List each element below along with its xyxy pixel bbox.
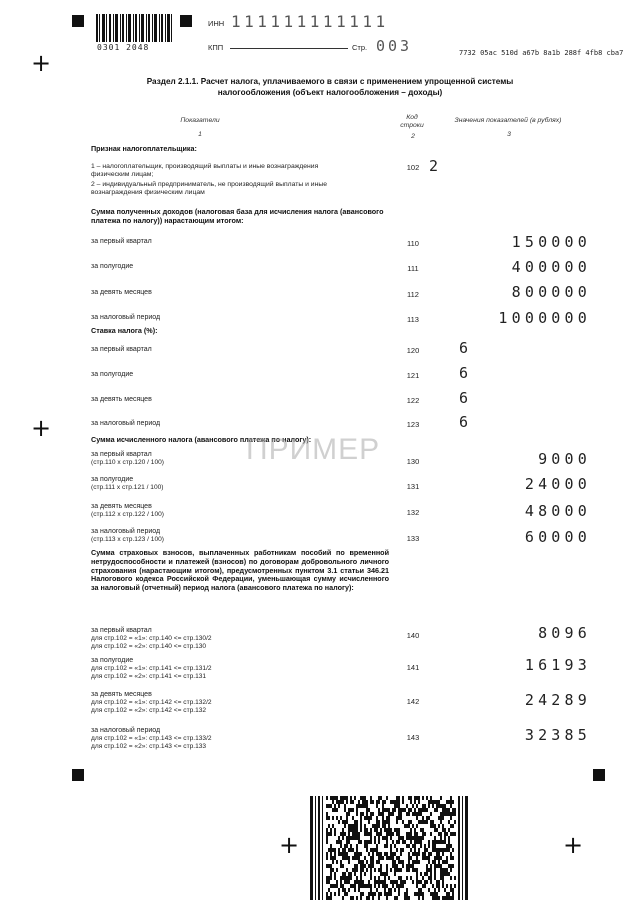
document-hash: 7732 05ac 510d a67b 8a1b 288f 4fb8 cba7 bbox=[459, 49, 624, 57]
rate-title: Ставка налога (%): bbox=[91, 326, 158, 335]
line-code: 141 bbox=[406, 663, 420, 672]
row-label-main: за девять месяцев bbox=[91, 503, 152, 510]
row-label-condition: для стр.102 = «1»: стр.143 <= стр.133/2 bbox=[91, 735, 212, 742]
corner-marker bbox=[180, 15, 192, 27]
row-label-formula: (стр.113 х стр.123 / 100) bbox=[91, 536, 164, 543]
row-label bbox=[91, 528, 164, 544]
taxpayer-option-2: 2 – индивидуальный предприниматель, не производящий выплаты и иные вознаграждения физическим лицам bbox=[91, 181, 328, 196]
row-label-formula: (стр.111 х стр.121 / 100) bbox=[91, 484, 164, 491]
line-code: 131 bbox=[406, 482, 420, 491]
computed-value: 60000 bbox=[524, 528, 591, 546]
watermark: ПРИМЕР bbox=[246, 433, 381, 466]
page-number: 003 bbox=[376, 37, 413, 55]
barcode bbox=[96, 14, 172, 42]
row-label-formula: (стр.110 х стр.120 / 100) bbox=[91, 459, 164, 466]
line-code: 111 bbox=[407, 264, 419, 273]
row-label: за полугодие bbox=[91, 371, 134, 378]
computed-value: 48000 bbox=[524, 502, 591, 520]
corner-marker bbox=[72, 769, 84, 781]
registration-mark: + bbox=[563, 831, 584, 859]
insurance-title: Сумма страховых взносов, выплаченных работникам пособий по временной нетрудоспособности и платежей (взносов) по договорам добровольного личного страхования (нарастающим итогом), предусмотренных пунктом 3.1 статьи 346.21 Налогового кодекса Российской Федерации, уменьшающая сумму исчисленного за налоговый (отчетный) период налога (авансового платежа по налогу): bbox=[91, 548, 389, 593]
income-value: 800000 bbox=[511, 283, 591, 301]
row-label: за полугодие bbox=[91, 263, 134, 270]
row-label-condition: для стр.102 = «1»: стр.140 <= стр.130/2 bbox=[91, 635, 212, 642]
row-label bbox=[91, 657, 212, 681]
insurance-value: 8096 bbox=[538, 624, 591, 642]
row-label-condition: для стр.102 = «2»: стр.143 <= стр.133 bbox=[91, 743, 207, 750]
row-label bbox=[91, 627, 212, 651]
insurance-value: 32385 bbox=[524, 726, 591, 744]
row-label-main: за первый квартал bbox=[91, 627, 152, 634]
kpp-label: КПП bbox=[208, 43, 224, 52]
row-label bbox=[91, 691, 212, 715]
line-code: 121 bbox=[406, 371, 420, 380]
page-label: Стр. bbox=[352, 43, 368, 52]
line-code: 123 bbox=[406, 420, 420, 429]
row-label bbox=[91, 451, 164, 467]
registration-mark: + bbox=[31, 414, 52, 442]
line-code: 122 bbox=[406, 396, 420, 405]
row-label-main: за полугодие bbox=[91, 657, 134, 664]
line-code: 140 bbox=[406, 631, 420, 640]
section-title bbox=[90, 76, 570, 98]
corner-marker bbox=[72, 15, 84, 27]
row-label-main: за полугодие bbox=[91, 476, 134, 483]
taxpayer-sign-title: Признак налогоплательщика: bbox=[91, 144, 197, 153]
column-header-values: Значения показателей (в рублях) bbox=[454, 117, 562, 124]
line-code: 102 bbox=[406, 163, 420, 172]
income-value: 400000 bbox=[511, 258, 591, 276]
line-code: 132 bbox=[406, 508, 420, 517]
row-label-condition: для стр.102 = «1»: стр.142 <= стр.132/2 bbox=[91, 699, 212, 706]
row-label-main: за налоговый период bbox=[91, 727, 161, 734]
column-number: 2 bbox=[411, 133, 415, 140]
row-label: за девять месяцев bbox=[91, 396, 152, 403]
rate-value: 6 bbox=[459, 339, 469, 357]
registration-mark: + bbox=[279, 831, 300, 859]
row-label-formula: (стр.112 х стр.122 / 100) bbox=[91, 511, 164, 518]
row-label-main: за налоговый период bbox=[91, 528, 161, 535]
line-code: 113 bbox=[407, 315, 419, 324]
taxpayer-option-1: 1 – налогоплательщик, производящий выплаты и иные вознаграждения физическим лицам; bbox=[91, 163, 319, 178]
barcode-number: 0301 2048 bbox=[97, 43, 150, 52]
line-code: 120 bbox=[406, 346, 420, 355]
row-label: за первый квартал bbox=[91, 238, 152, 245]
registration-mark: + bbox=[31, 49, 52, 77]
column-header-indicators: Показатели bbox=[180, 117, 220, 124]
line-code: 133 bbox=[406, 534, 420, 543]
column-number: 3 bbox=[507, 131, 511, 138]
row-label-main: за первый квартал bbox=[91, 451, 152, 458]
row-label: за налоговый период bbox=[91, 420, 161, 427]
income-title: Сумма полученных доходов (налоговая база для исчисления налога (авансового платежа по налогу)) нарастающим итогом: bbox=[91, 207, 384, 225]
computed-value: 9000 bbox=[538, 450, 591, 468]
row-label: за первый квартал bbox=[91, 346, 152, 353]
corner-marker bbox=[593, 769, 605, 781]
row-label bbox=[91, 476, 164, 492]
section-title-line: налогообложения (объект налогообложения – доходы) bbox=[217, 88, 443, 97]
line-code: 142 bbox=[406, 697, 420, 706]
income-value: 150000 bbox=[511, 233, 591, 251]
2d-barcode bbox=[310, 796, 468, 900]
line-code: 110 bbox=[407, 239, 419, 248]
line-code: 130 bbox=[406, 457, 420, 466]
row-label: за налоговый период bbox=[91, 314, 161, 321]
rate-value: 6 bbox=[459, 389, 469, 407]
row-label-condition: для стр.102 = «2»: стр.141 <= стр.131 bbox=[91, 673, 207, 680]
row-label-main: за девять месяцев bbox=[91, 691, 152, 698]
rate-value: 6 bbox=[459, 413, 469, 431]
line-code: 112 bbox=[407, 290, 419, 299]
taxpayer-sign-value: 2 bbox=[429, 157, 439, 175]
row-label bbox=[91, 503, 164, 519]
rate-value: 6 bbox=[459, 364, 469, 382]
insurance-value: 16193 bbox=[524, 656, 591, 674]
line-code: 143 bbox=[406, 733, 420, 742]
inn-label: ИНН bbox=[208, 19, 225, 28]
row-label-condition: для стр.102 = «2»: стр.140 <= стр.130 bbox=[91, 643, 207, 650]
column-header-code: Код строки bbox=[400, 114, 424, 129]
computed-value: 24000 bbox=[524, 475, 591, 493]
computed-title: Сумма исчисленного налога (авансового платежа по налогу): bbox=[91, 435, 312, 444]
inn-value: 111111111111 bbox=[231, 12, 389, 31]
section-title-line: Раздел 2.1.1. Расчет налога, уплачиваемого в связи с применением упрощенной системы bbox=[146, 77, 514, 86]
column-number: 1 bbox=[198, 131, 202, 138]
row-label-condition: для стр.102 = «1»: стр.141 <= стр.131/2 bbox=[91, 665, 212, 672]
row-label-condition: для стр.102 = «2»: стр.142 <= стр.132 bbox=[91, 707, 207, 714]
insurance-value: 24289 bbox=[524, 691, 591, 709]
row-label bbox=[91, 727, 212, 751]
kpp-field bbox=[230, 48, 348, 49]
row-label: за девять месяцев bbox=[91, 289, 152, 296]
income-value: 1000000 bbox=[498, 309, 591, 327]
